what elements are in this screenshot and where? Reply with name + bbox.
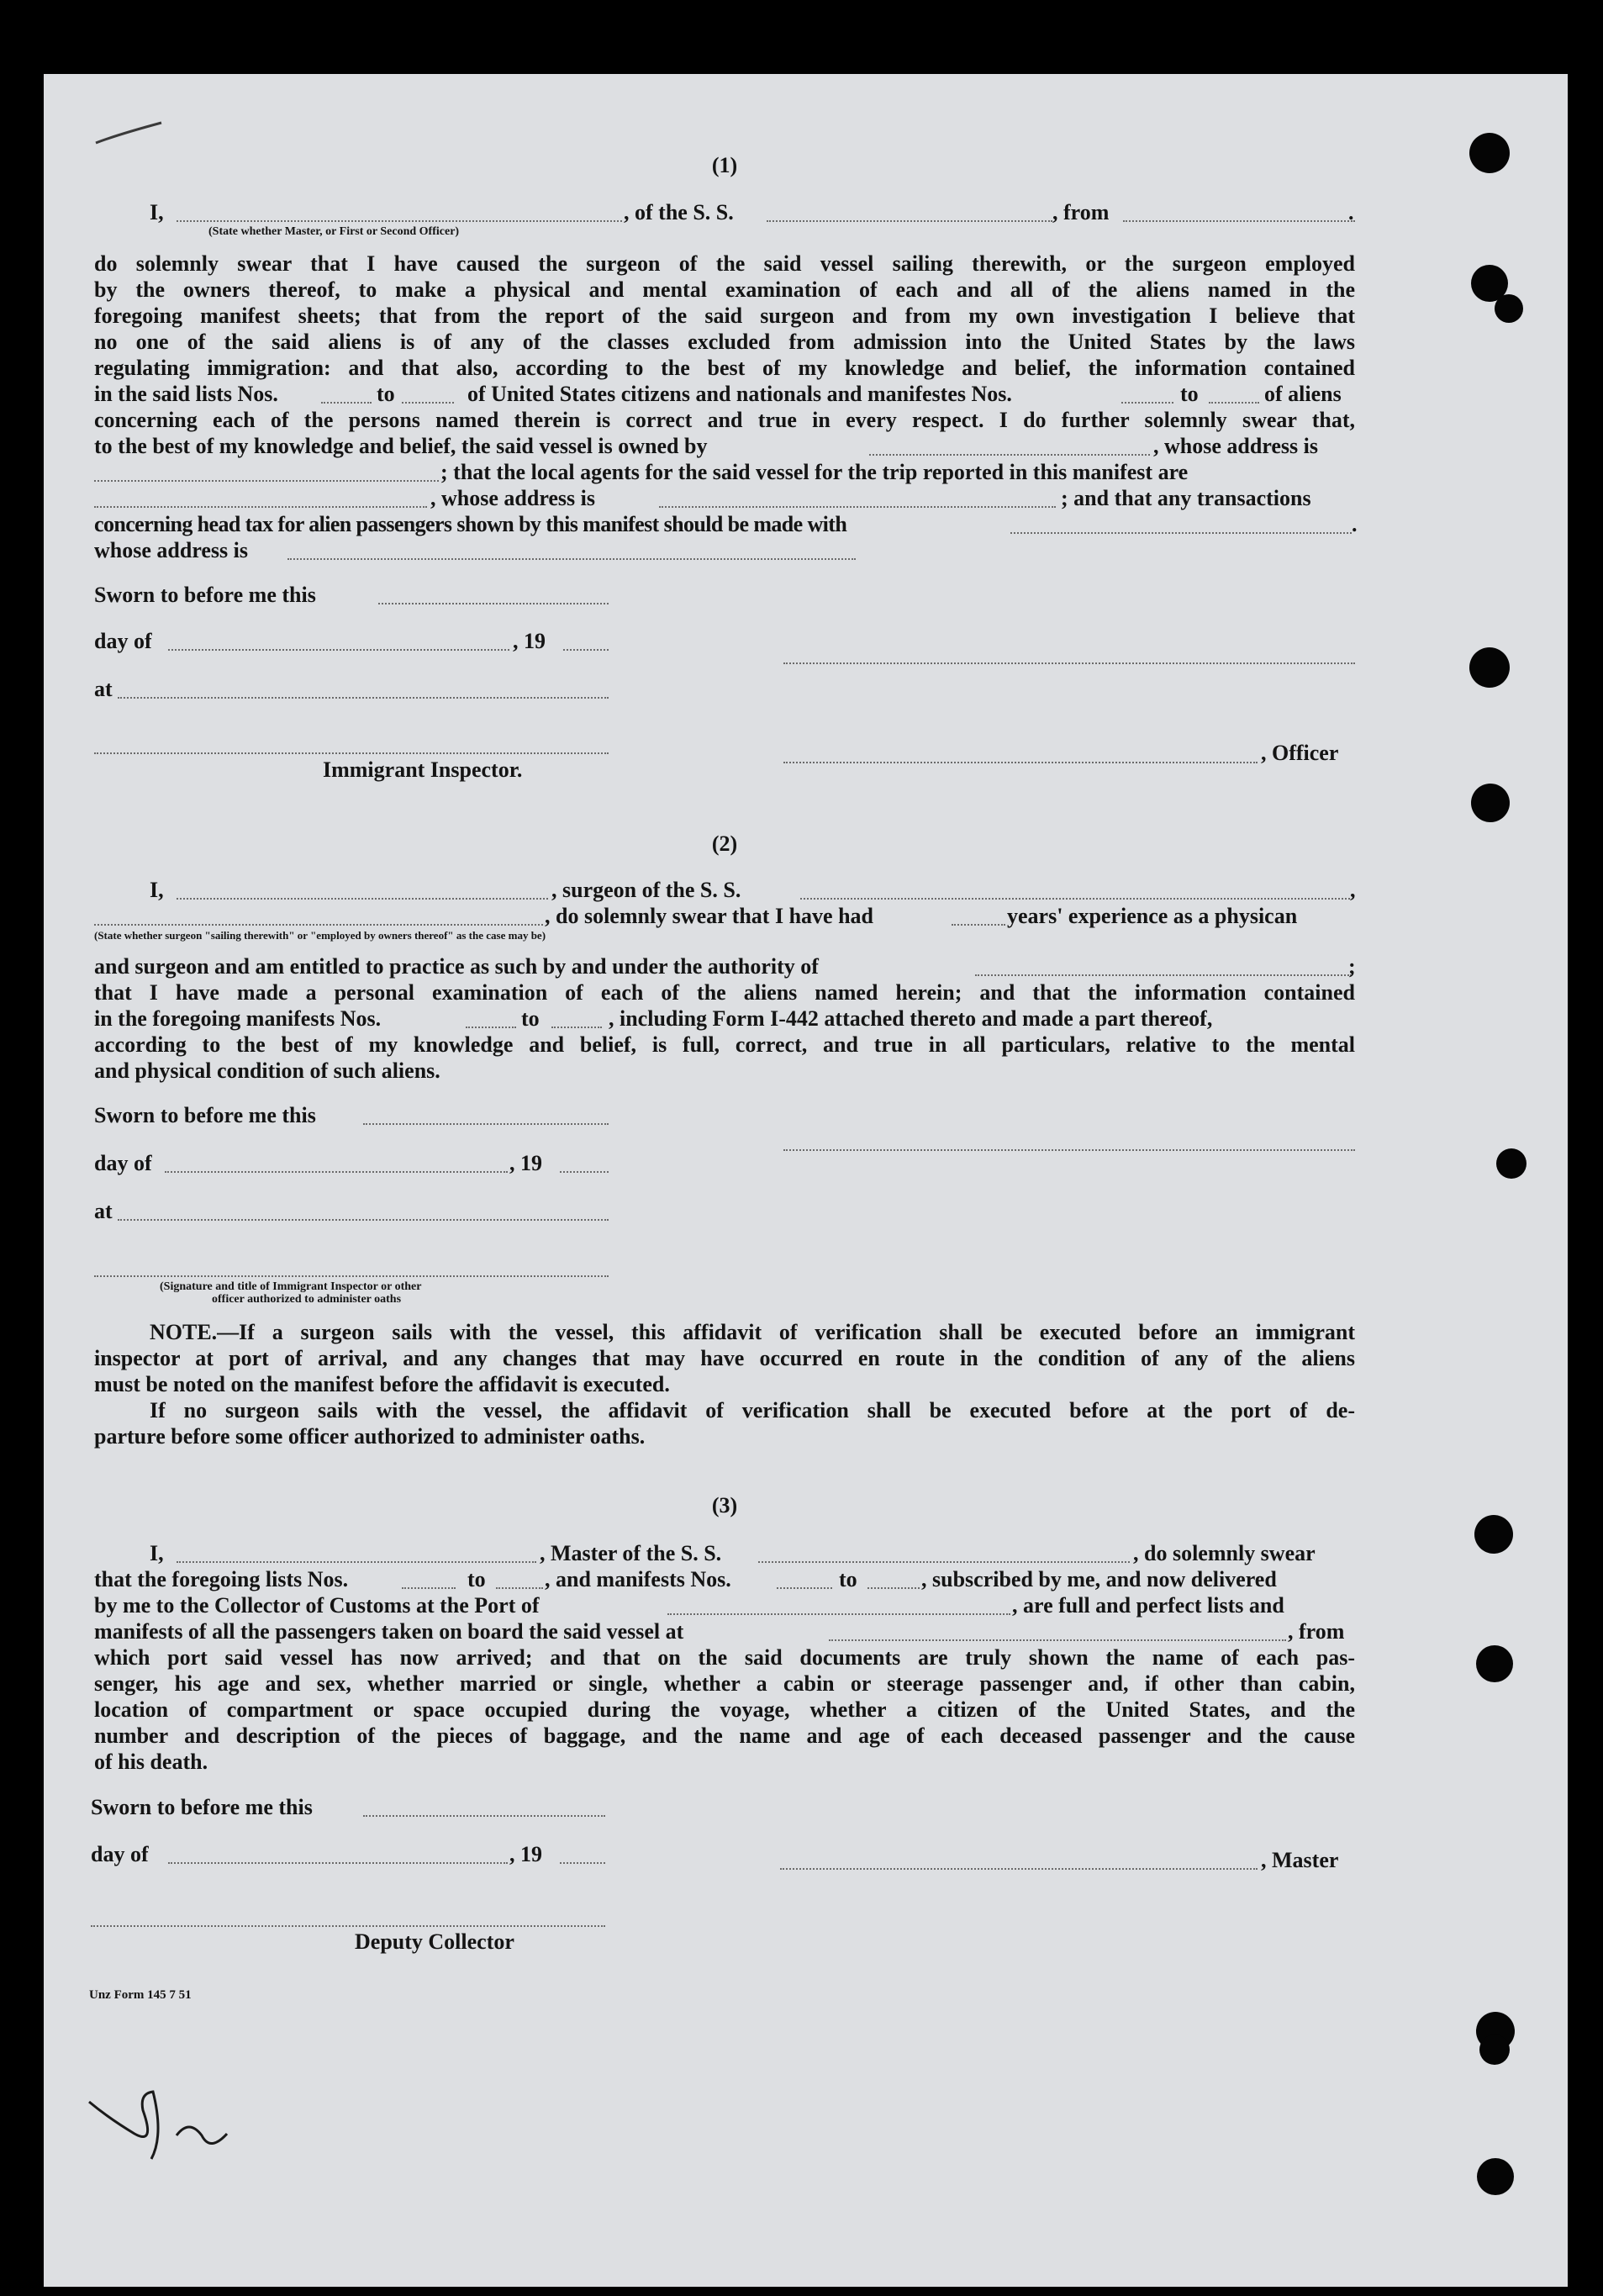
- blank-surgeon-status: [94, 924, 543, 926]
- blank-s2-year: [560, 1171, 609, 1173]
- blank-lists-to: [402, 402, 454, 404]
- binder-hole: [1476, 1645, 1513, 1682]
- s2-manifests-label: in the foregoing manifests Nos.: [94, 1006, 382, 1031]
- s2-signature-note: (Signature and title of Immigrant Inspector or other: [160, 1280, 422, 1293]
- blank-from-port: [1123, 220, 1355, 222]
- blank-surgeon-vessel: [800, 898, 1350, 900]
- section-3-number: (3): [711, 1493, 738, 1517]
- s1-officer-note: (State whether Master, or First or Second Officer): [208, 225, 460, 238]
- handwritten-mark: [92, 118, 168, 151]
- blank-port: [667, 1613, 1010, 1615]
- s2-note-line: If no surgeon sails with the vessel, the affidavit of verification shall be executed before at the port of de-: [150, 1398, 1355, 1422]
- form-number: Unz Form 145 7 51: [89, 1988, 192, 2002]
- blank-s3-manifests-from: [777, 1587, 832, 1589]
- s3-perfect-lists-text: , are full and perfect lists and: [1012, 1593, 1284, 1618]
- s3-manifests-to: to: [839, 1567, 857, 1591]
- blank-surgeon-signature: [783, 1149, 1355, 1151]
- binder-hole: [1469, 647, 1510, 688]
- s2-surgeon-note: (State whether surgeon "sailing therewith" or "employed by owners thereof" as the case may be): [94, 929, 546, 942]
- s2-swear-text: , do solemnly swear that I have had: [545, 904, 874, 928]
- s1-body-line: foregoing manifest sheets; that from the report of the said surgeon and from my own investigation I believe that: [94, 303, 1355, 328]
- blank-owner-address: [94, 480, 439, 482]
- s1-whose-address-label: whose address is: [94, 538, 249, 562]
- s3-swear-label: , do solemnly swear: [1133, 1541, 1316, 1565]
- s3-body-line: which port said vessel has now arrived; and that on the said documents are truly shown the name of each pas-: [94, 1645, 1355, 1670]
- blank-s2-manifests-to: [551, 1027, 602, 1028]
- blank-inspector-signature: [94, 752, 609, 754]
- blank-master-name: [177, 1561, 536, 1563]
- s3-sworn-label: Sworn to before me this: [91, 1795, 313, 1819]
- blank-sworn-day: [378, 603, 609, 604]
- s3-manifests-label: , and manifests Nos.: [545, 1567, 731, 1591]
- s2-signature-note: officer authorized to administer oaths: [212, 1293, 402, 1306]
- binder-hole: [1479, 2035, 1510, 2065]
- s2-note-line: NOTE.—If a surgeon sails with the vessel, this affidavit of verification shall be executed before an immigrant: [150, 1320, 1355, 1344]
- s1-line1-vessel-label: , of the S. S.: [624, 200, 734, 224]
- s2-authority-semicolon: ;: [1348, 954, 1356, 979]
- blank-authority: [975, 974, 1352, 976]
- blank-s3-vessel: [758, 1561, 1130, 1563]
- s1-at-label: at: [94, 677, 113, 701]
- blank-lists-from: [321, 402, 372, 404]
- s3-delivered-text: , subscribed by me, and now delivered: [921, 1567, 1277, 1591]
- blank-vessel-name: [767, 220, 1052, 222]
- s2-manifests-to: to: [521, 1006, 540, 1031]
- s3-dayof-label: day of: [91, 1842, 149, 1866]
- binder-hole: [1471, 784, 1510, 822]
- blank-headtax-agent: [1010, 532, 1352, 534]
- blank-embarkation-port: [829, 1639, 1286, 1641]
- s2-note-line: parture before some officer authorized to administer oaths.: [94, 1424, 646, 1449]
- binder-hole: [1495, 294, 1523, 323]
- s1-line1-period: .: [1348, 200, 1354, 224]
- s3-line1-i: I,: [150, 1541, 164, 1565]
- s1-citizens-text: of United States citizens and nationals and manifestes Nos.: [467, 382, 1012, 406]
- s1-line1-from-label: , from: [1052, 200, 1110, 224]
- s1-body-line: concerning each of the persons named therein is correct and true in every respect. I do further solemnly swear that,: [94, 408, 1355, 432]
- s2-dayof-label: day of: [94, 1151, 152, 1175]
- s2-surgeon-vessel-label: , surgeon of the S. S.: [551, 878, 741, 902]
- s3-lists-to: to: [467, 1567, 486, 1591]
- blank-master-signature: [780, 1868, 1258, 1870]
- s2-at-label: at: [94, 1199, 113, 1223]
- blank-local-agents: [94, 506, 427, 508]
- s1-dayof-label: day of: [94, 629, 152, 653]
- blank-s3-year: [560, 1862, 605, 1864]
- blank-officer-name: [177, 220, 622, 222]
- s1-aliens-label: of aliens: [1264, 382, 1342, 406]
- blank-owner: [869, 454, 1150, 456]
- s2-year-label: , 19: [509, 1151, 542, 1175]
- s1-owner-address-label: , whose address is: [1153, 434, 1319, 458]
- s2-line1-comma: ,: [1350, 878, 1356, 902]
- blank-manifests-from: [1121, 402, 1173, 404]
- s1-lists-label: in the said lists Nos.: [94, 382, 278, 406]
- blank-s2-month: [165, 1171, 508, 1173]
- blank-s2-sworn-day: [363, 1123, 609, 1125]
- s1-owned-label: to the best of my knowledge and belief, the said vessel is owned by: [94, 434, 708, 458]
- s1-lists-to: to: [377, 382, 395, 406]
- binder-hole: [1474, 1515, 1513, 1554]
- s1-sworn-label: Sworn to before me this: [94, 583, 316, 607]
- blank-officer-title: [783, 762, 1258, 763]
- blank-s3-sworn-day: [363, 1815, 605, 1817]
- section-2-number: (2): [711, 831, 738, 856]
- s2-note-line: must be noted on the manifest before the affidavit is executed.: [94, 1372, 670, 1396]
- s2-note-line: inspector at port of arrival, and any changes that may have occurred en route in the condition of any of the aliens: [94, 1346, 1355, 1370]
- s3-taken-board-text: manifests of all the passengers taken on board the said vessel at: [94, 1619, 684, 1644]
- section-1-number: (1): [711, 153, 738, 177]
- s2-body-last: and physical condition of such aliens.: [94, 1058, 440, 1083]
- blank-s3-manifests-to: [867, 1587, 920, 1589]
- blank-officer-signature: [783, 662, 1355, 664]
- s2-years-text: years' experience as a physican: [1007, 904, 1298, 928]
- binder-hole: [1496, 1148, 1527, 1179]
- s1-year-label: , 19: [513, 629, 546, 653]
- blank-s2-place: [118, 1219, 609, 1221]
- s1-officer-label: , Officer: [1261, 741, 1339, 765]
- handwritten-signature: [84, 2085, 252, 2177]
- s3-collector-text: by me to the Collector of Customs at the Port of: [94, 1593, 540, 1618]
- s3-from-label: , from: [1288, 1619, 1345, 1644]
- blank-s2-inspector-signature: [94, 1275, 609, 1277]
- s3-master-vessel-label: , Master of the S. S.: [540, 1541, 722, 1565]
- binder-hole: [1469, 133, 1510, 173]
- s1-body-line: no one of the said aliens is of any of the classes excluded from admission into the United States by the laws: [94, 330, 1355, 354]
- s2-form-text: , including Form I-442 attached thereto and made a part thereof,: [609, 1006, 1213, 1031]
- binder-hole: [1477, 2158, 1514, 2195]
- blank-year: [563, 649, 609, 651]
- s1-agents-address-label: , whose address is: [430, 486, 596, 510]
- s1-local-agents-text: ; that the local agents for the said vessel for the trip reported in this manifest are: [440, 460, 1189, 484]
- s2-authority-text: and surgeon and am entitled to practice as such by and under the authority of: [94, 954, 819, 979]
- s1-manifests-to: to: [1180, 382, 1199, 406]
- s1-inspector-label: Immigrant Inspector.: [323, 757, 523, 782]
- s1-body-line: by the owners thereof, to make a physical and mental examination of each and all of the aliens named in the: [94, 277, 1355, 302]
- blank-headtax-address: [287, 558, 856, 560]
- blank-collector-signature: [91, 1925, 605, 1927]
- blank-surgeon-name: [177, 898, 548, 900]
- s1-headtax-period: .: [1352, 512, 1358, 536]
- s1-body-line: regulating immigration: and that also, according to the best of my knowledge and belief, the information contained: [94, 356, 1355, 380]
- s1-body-line: do solemnly swear that I have caused the surgeon of the said vessel sailing therewith, or the surgeon employed: [94, 251, 1355, 276]
- s2-body-line: that I have made a personal examination of each of the aliens named herein; and that the information contained: [94, 980, 1355, 1005]
- blank-s2-manifests-from: [466, 1027, 516, 1028]
- s3-body-line: location of compartment or space occupied during the voyage, whether a citizen of the United States, and the: [94, 1697, 1355, 1722]
- blank-manifests-to: [1209, 402, 1259, 404]
- s3-year-label: , 19: [509, 1842, 542, 1866]
- blank-s3-lists-to: [496, 1587, 543, 1589]
- blank-s3-lists-from: [402, 1587, 456, 1589]
- s2-body-line: according to the best of my knowledge and belief, is full, correct, and true in all particulars, relative to the mental: [94, 1032, 1355, 1057]
- s2-sworn-label: Sworn to before me this: [94, 1103, 316, 1127]
- blank-years-experience: [952, 924, 1005, 926]
- blank-month: [168, 649, 509, 651]
- s3-body-last: of his death.: [94, 1750, 208, 1774]
- s1-transactions-label: ; and that any transactions: [1061, 486, 1311, 510]
- s3-deputy-label: Deputy Collector: [355, 1929, 514, 1954]
- s3-master-label: , Master: [1261, 1848, 1339, 1872]
- s3-body-line: senger, his age and sex, whether married or single, whether a cabin or steerage passenger and, if other than cabin,: [94, 1671, 1355, 1696]
- s1-headtax-text: concerning head tax for alien passengers shown by this manifest should be made with: [94, 512, 847, 536]
- s2-line1-i: I,: [150, 878, 164, 902]
- s3-lists-label: that the foregoing lists Nos.: [94, 1567, 349, 1591]
- blank-agents-address: [659, 506, 1056, 508]
- s3-body-line: number and description of the pieces of baggage, and the name and age of each deceased passenger and the cause: [94, 1723, 1355, 1748]
- blank-place: [118, 697, 609, 699]
- s1-line1-i: I,: [150, 200, 164, 224]
- blank-s3-month: [168, 1862, 508, 1864]
